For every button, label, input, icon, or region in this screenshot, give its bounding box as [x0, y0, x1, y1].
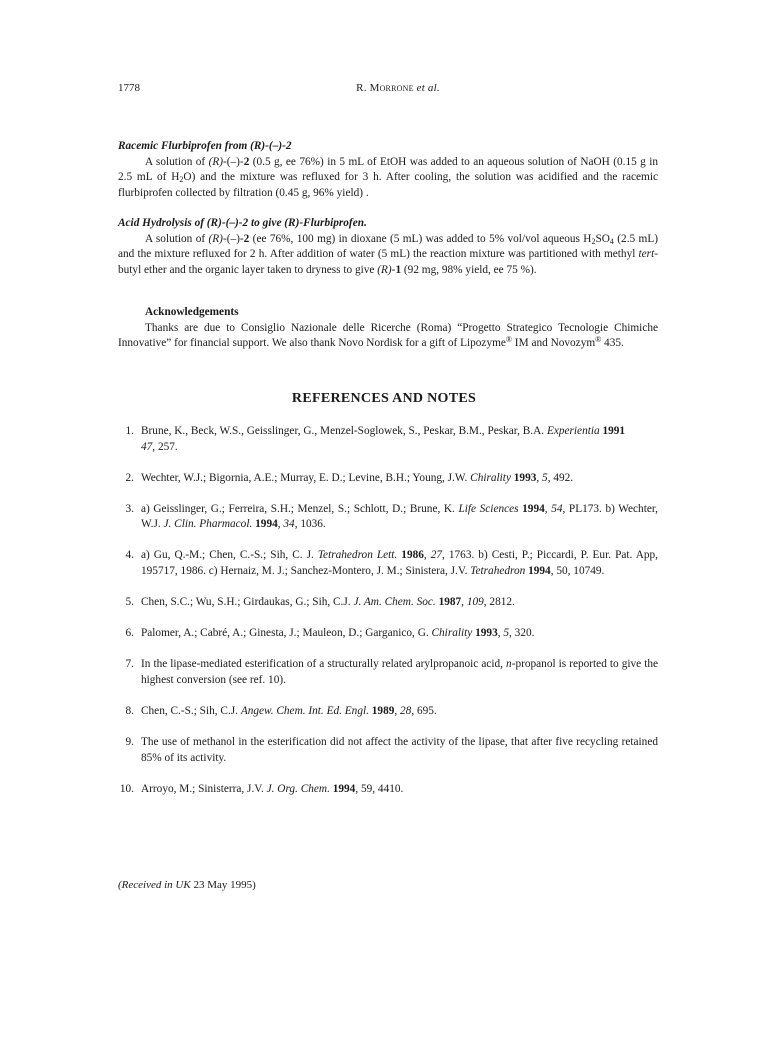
page-number: 1778	[118, 82, 140, 94]
running-title-etal: et al.	[416, 82, 440, 94]
reference-item-6: 6. Palomer, A.; Cabré, A.; Ginesta, J.; Mauleon, D.; Garganico, G. Chirality 1993, 5, 320.	[125, 627, 535, 640]
running-title-author: R. Morrone	[356, 82, 414, 94]
reference-item-1: 1. Brune, K., Beck, W.S., Geisslinger, G., Menzel-Soglowek, S., Peskar, B.M., Peskar, B.A. Experientia 1991 47, 257.	[125, 425, 626, 453]
reference-item-4: 4. a) Gu, Q.-M.; Chen, C.-S.; Sih, C. J. Tetrahedron Lett. 1986, 27, 1763. b) Cesti, P.; Piccardi, P. Eur. Pat. App, 195717, 1986. c) Hernaiz, M. J.; Sanchez-Montero, J. M.; Sinistera, J.V. Tetrahedron 1994, 50, 10749.	[125, 549, 658, 578]
section-acid-hydrolysis	[118, 216, 658, 278]
received-date: (Received in UK 23 May 1995)	[118, 879, 256, 891]
reference-item-5: 5. Chen, S.C.; Wu, S.H.; Girdaukas, G.; Sih, C.J. J. Am. Chem. Soc. 1987, 109, 2812.	[125, 596, 515, 609]
section-racemic-flurbiprofen	[118, 139, 658, 201]
reference-item-3: 3. a) Geisslinger, G.; Ferreira, S.H.; Menzel, S.; Schlott, D.; Brune, K. Life Sciences 1994, 54, PL173. b) Wechter, W.J. J. Clin. Pharmacol. 1994, 34, 1036.	[125, 502, 658, 531]
paragraph-acid-hydrolysis: A solution of (R)-(–)-2 (ee 76%, 100 mg) in dioxane (5 mL) was added to 5% vol/vol aqueous $H_2SO_4$ (2.5 mL) and the mixture refluxed for 2 h. After addition of water (5 mL) the reaction mixture was partitioned with methyl tert-butyl ether and the organic layer taken to dryness to give (R)-1 (92 mg, 98% yield, ee 75 %).	[118, 232, 658, 276]
acknowledgements-title: Acknowledgements	[145, 306, 239, 318]
reference-item-9: 9. The use of methanol in the esterification did not affect the activity of the lipase, that after five recycling retained 85% of its activity.	[125, 736, 658, 764]
running-title	[318, 81, 478, 97]
paragraph-racemic: A solution of (R)-(–)-2 (0.5 g, ee 76%) in 5 mL of EtOH was added to an aqueous solution of NaOH (0.15 g in 2.5 mL of $H_2O$) and the mixture was refluxed for 3 h. After cooling, the solution was acidified and the racemic flurbiprofen collected by filtration (0.45 g, 96% yield) .	[118, 155, 658, 199]
reference-item-10: 10. Arroyo, M.; Sinisterra, J.V. J. Org. Chem. 1994, 59, 4410.	[119, 782, 404, 795]
references-title: REFERENCES AND NOTES	[291, 391, 477, 406]
section-title-racemic: Racemic Flurbiprofen from (R)-(–)-2	[118, 140, 292, 152]
references-list	[118, 424, 658, 813]
section-title-acid-hydrolysis: Acid Hydrolysis of (R)-(–)-2 to give (R)-Flurbiprofen.	[118, 217, 367, 229]
paragraph-acknowledgements: Thanks are due to Consiglio Nazionale delle Ricerche (Roma) “Progetto Strategico Tecnologie Chimiche Innovative” for financial support. We also thank Novo Nordisk for a gift of Lipozyme® IM and Novozym® 435.	[118, 321, 658, 350]
reference-item-8: 8. Chen, C.-S.; Sih, C.J. Angew. Chem. Int. Ed. Engl. 1989, 28, 695.	[125, 705, 437, 718]
reference-item-7: 7. In the lipase-mediated esterification of a structurally related arylpropanoic acid, n-propanol is reported to give the highest conversion (see ref. 10).	[125, 658, 658, 686]
reference-item-2: 2. Wechter, W.J.; Bigornia, A.E.; Murray, E. D.; Levine, B.H.; Young, J.W. Chirality 1993, 5, 492.	[125, 471, 574, 484]
section-acknowledgements	[118, 305, 658, 352]
